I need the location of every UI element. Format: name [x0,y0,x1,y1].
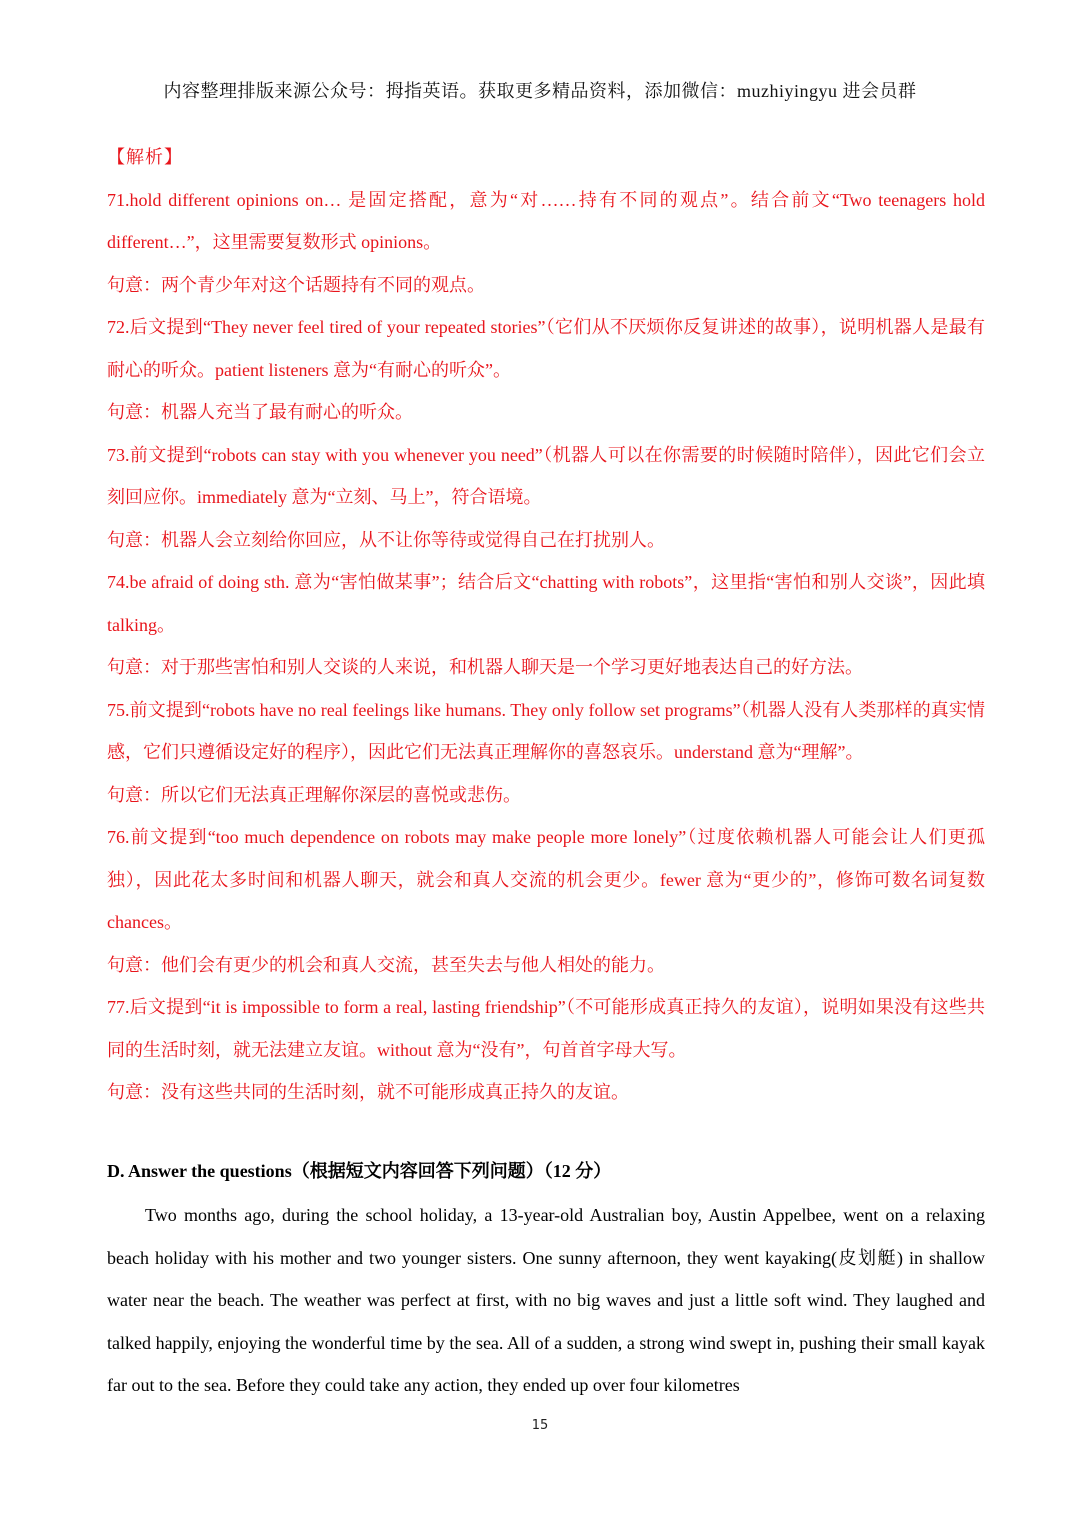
meaning-73: 句意：机器人会立刻给你回应，从不让你等待或觉得自己在打扰别人。 [107,529,665,550]
explanation-72: 72.后文提到“They never feel tired of your repeated stories”（它们从不厌烦你反复讲述的故事），说明机器人是最有耐心的听众。patient listeners 意为“有耐心的听众”。 [107,317,985,380]
meaning-76: 句意：他们会有更少的机会和真人交流，甚至失去与他人相处的能力。 [107,954,665,975]
explanation-74: 74.be afraid of doing sth. 意为“害怕做某事”；结合后文“chatting with robots”，这里指“害怕和别人交谈”，因此填 talking。 [107,572,985,635]
meaning-72: 句意：机器人充当了最有耐心的听众。 [107,402,413,422]
page-number: 15 [531,1418,549,1433]
explanation-73: 73.前文提到“robots can stay with you whenever you need”（机器人可以在你需要的时候随时陪伴），因此它们会立刻回应你。immediately 意为“立刻、马上”，符合语境。 [107,444,985,507]
meaning-77: 句意：没有这些共同的生活时刻，就不可能形成真正持久的友谊。 [107,1082,629,1102]
meaning-75: 句意：所以它们无法真正理解你深层的喜悦或悲伤。 [107,784,521,805]
explanation-75: 75.前文提到“robots have no real feelings like humans. They only follow set programs”（机器人没有人类那样的真实情感，它们只遵循设定好的程序），因此它们无法真正理解你的喜怒哀乐。understand 意为“理解”。 [107,699,985,762]
explanation-71: 71.hold different opinions on… 是固定搭配，意为“对……持有不同的观点”。结合前文“Two teenagers hold different…”，这里需要复数形式 opinions。 [107,189,985,252]
meaning-74: 句意：对于那些害怕和别人交谈的人来说，和机器人聊天是一个学习更好地表达自己的好方法。 [107,657,863,677]
passage-paragraph: Two months ago, during the school holiday, a 13-year-old Australian boy, Austin Appelbee, went on a relaxing beach holiday with his mother and two younger sisters. One sunny afternoon, they went kayaking(皮划艇) in shallow water near the beach. The weather was perfect at first, with no big waves and just a little soft wind. They laughed and talked happily, enjoying the wonderful time by the sea. All of a sudden, a strong wind swept in, pushing their small kayak far out to the sea. Before they could take any action, they ended up over four kilometres [107,1205,985,1395]
analysis-heading: 【解析】 [107,147,183,167]
section-d-title: D. Answer the questions（根据短文内容回答下列问题）（12 分） [107,1161,612,1181]
reading-passage [107,1194,985,1407]
page-header: 内容整理排版来源公众号：拇指英语。获取更多精品资料，添加微信：muzhiyingyu 进会员群 [163,81,917,101]
meaning-71: 句意：两个青少年对这个话题持有不同的观点。 [107,274,485,295]
analysis-section [107,136,985,1114]
explanation-76: 76.前文提到“too much dependence on robots may make people more lonely”（过度依赖机器人可能会让人们更孤独），因此花太多时间和机器人聊天，就会和真人交流的机会更少。fewer 意为“更少的”，修饰可数名词复数 chances。 [107,827,985,932]
explanation-77: 77.后文提到“it is impossible to form a real, lasting friendship”（不可能形成真正持久的友谊），说明如果没有这些共同的生活时刻，就无法建立友谊。without 意为“没有”，句首首字母大写。 [107,997,985,1060]
